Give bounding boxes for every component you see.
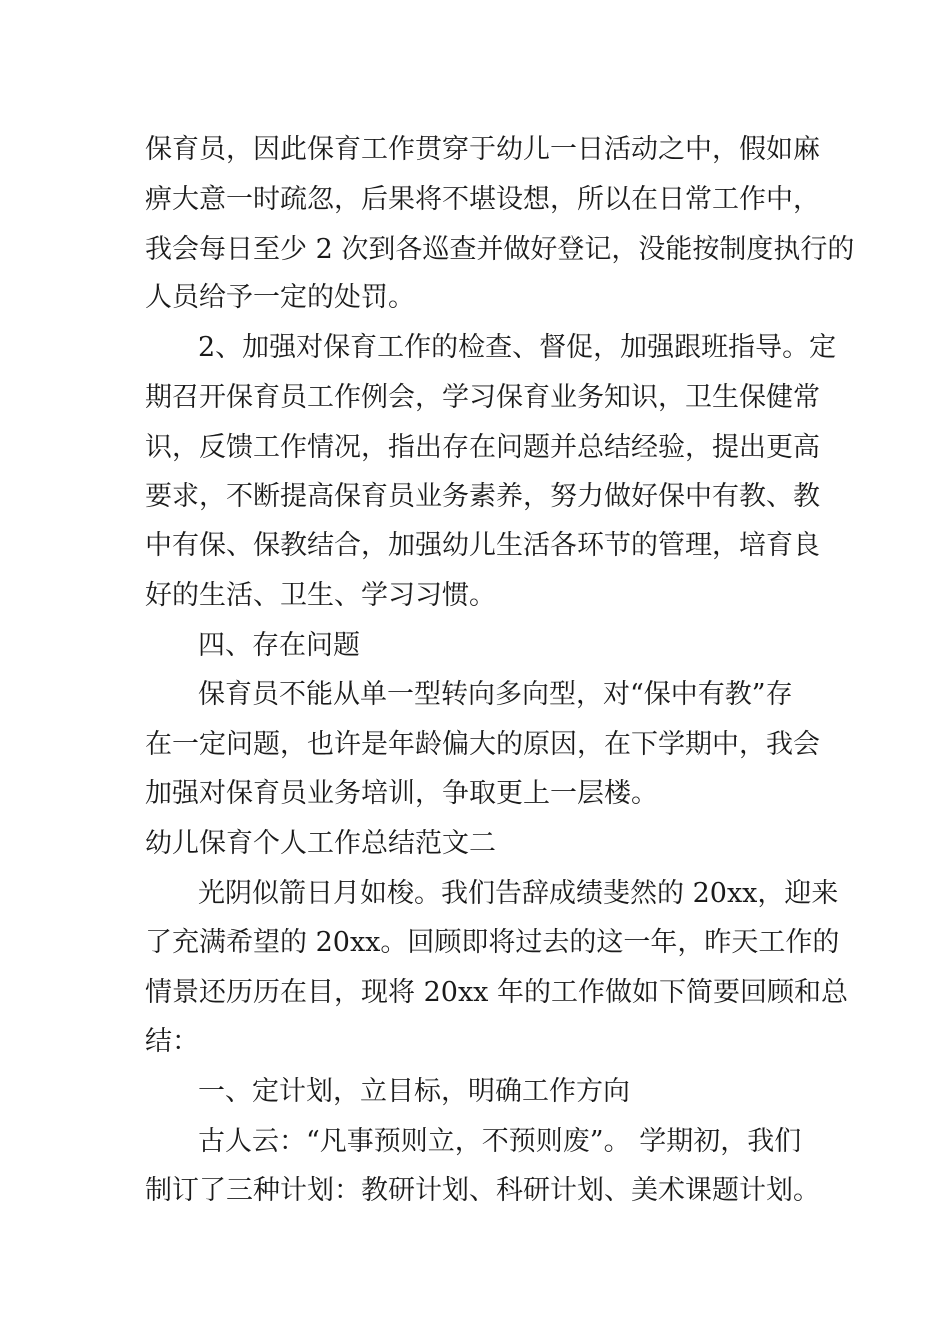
- text-line: 加强对保育员业务培训，争取更上一层楼。: [145, 778, 658, 809]
- text-line: 保育员不能从单一型转向多向型，对“保中有教”存: [198, 679, 793, 710]
- text-line: 我会每日至少 2 次到各巡查并做好登记，没能按制度执行的: [145, 234, 855, 265]
- section-heading: 四、存在问题: [198, 630, 360, 661]
- text-line: 要求，不断提高保育员业务素养，努力做好保中有教、教: [145, 481, 820, 512]
- text-line: 痹大意一时疏忽，后果将不堪设想，所以在日常工作中，: [145, 184, 820, 215]
- text-line: 好的生活、卫生、学习习惯。: [145, 580, 496, 611]
- section-heading: 一、定计划，立目标，明确工作方向: [198, 1076, 630, 1107]
- text-line: 中有保、保教结合，加强幼儿生活各环节的管理，培育良: [145, 530, 820, 561]
- text-line: 了充满希望的 20xx。回顾即将过去的这一年，昨天工作的: [145, 927, 840, 958]
- text-line: 光阴似箭日月如梭。我们告辞成绩斐然的 20xx，迎来: [198, 878, 839, 909]
- text-line: 识，反馈工作情况，指出存在问题并总结经验，提出更高: [145, 432, 820, 463]
- text-line: 2、加强对保育工作的检查、督促，加强跟班指导。定: [198, 332, 837, 363]
- text-line: 情景还历历在目，现将 20xx 年的工作做如下简要回顾和总: [145, 977, 848, 1008]
- article-title: 幼儿保育个人工作总结范文二: [145, 828, 496, 859]
- text-line: 结：: [145, 1026, 199, 1057]
- text-line: 期召开保育员工作例会，学习保育业务知识，卫生保健常: [145, 382, 820, 413]
- text-line: 古人云：“凡事预则立，不预则废”。 学期初，我们: [198, 1126, 802, 1157]
- text-line: 在一定问题，也许是年龄偏大的原因，在下学期中，我会: [145, 729, 820, 760]
- text-line: 人员给予一定的处罚。: [145, 282, 415, 313]
- text-line: 制订了三种计划：教研计划、科研计划、美术课题计划。: [145, 1175, 820, 1206]
- text-line: 保育员，因此保育工作贯穿于幼儿一日活动之中，假如麻: [145, 134, 820, 165]
